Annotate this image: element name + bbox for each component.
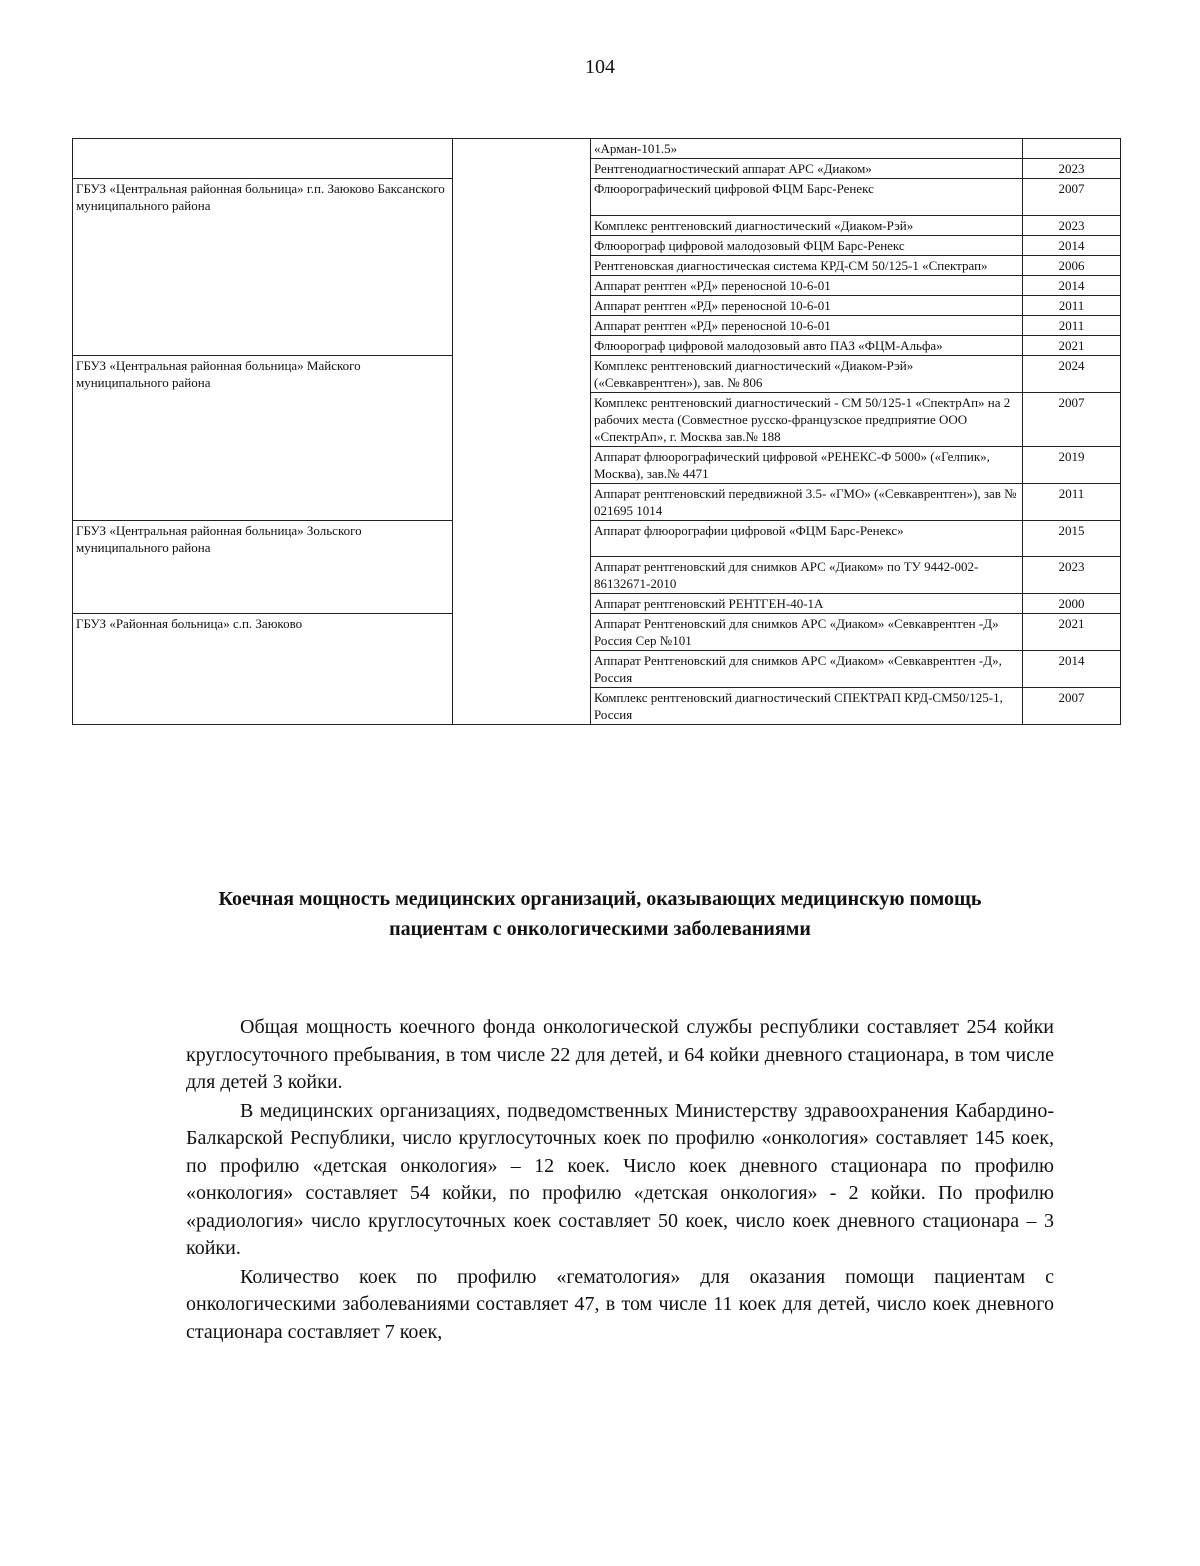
equipment-table bbox=[72, 138, 1121, 725]
table-row bbox=[73, 594, 1121, 614]
table-row bbox=[73, 235, 1121, 255]
org-cell bbox=[73, 215, 453, 235]
number-cell bbox=[453, 614, 591, 651]
device-cell: Аппарат рентгеновский РЕНТГЕН-40-1А bbox=[591, 594, 1023, 614]
org-cell bbox=[73, 139, 453, 159]
year-cell: 2015 bbox=[1023, 520, 1121, 557]
org-cell bbox=[73, 255, 453, 275]
org-cell: ГБУЗ «Районная больница» с.п. Заюково bbox=[73, 614, 453, 651]
org-cell: ГБУЗ «Центральная районная больница» Майского муниципального района bbox=[73, 355, 453, 392]
org-cell bbox=[73, 446, 453, 483]
year-cell: 2021 bbox=[1023, 614, 1121, 651]
org-cell bbox=[73, 392, 453, 446]
number-cell bbox=[453, 215, 591, 235]
org-cell bbox=[73, 315, 453, 335]
number-cell bbox=[453, 139, 591, 159]
year-cell: 2019 bbox=[1023, 446, 1121, 483]
year-cell: 2014 bbox=[1023, 651, 1121, 688]
number-cell bbox=[453, 335, 591, 355]
table-row bbox=[73, 315, 1121, 335]
year-cell: 2007 bbox=[1023, 179, 1121, 216]
year-cell: 2011 bbox=[1023, 483, 1121, 520]
table-row bbox=[73, 557, 1121, 594]
device-cell: Флюорографический цифровой ФЦМ Барс-Ренекс bbox=[591, 179, 1023, 216]
number-cell bbox=[453, 315, 591, 335]
device-cell: Рентгеновская диагностическая система КРД-СМ 50/125-1 «Спектрап» bbox=[591, 255, 1023, 275]
year-cell: 2007 bbox=[1023, 392, 1121, 446]
org-cell bbox=[73, 651, 453, 688]
number-cell bbox=[453, 355, 591, 392]
table-row bbox=[73, 651, 1121, 688]
org-cell bbox=[73, 235, 453, 255]
table-row bbox=[73, 215, 1121, 235]
year-cell: 2000 bbox=[1023, 594, 1121, 614]
number-cell bbox=[453, 688, 591, 725]
table-row bbox=[73, 355, 1121, 392]
device-cell: Рентгенодиагностический аппарат АРС «Диаком» bbox=[591, 159, 1023, 179]
number-cell bbox=[453, 520, 591, 557]
org-cell bbox=[73, 275, 453, 295]
year-cell: 2024 bbox=[1023, 355, 1121, 392]
equipment-table-body bbox=[73, 139, 1121, 725]
table-row bbox=[73, 614, 1121, 651]
org-cell bbox=[73, 594, 453, 614]
number-cell bbox=[453, 179, 591, 216]
org-cell: ГБУЗ «Центральная районная больница» г.п. Заюково Баксанского муниципального района bbox=[73, 179, 453, 216]
number-cell bbox=[453, 255, 591, 275]
device-cell: Комплекс рентгеновский диагностический - СМ 50/125-1 «СпектрАп» на 2 рабочих места (Совместное русско-французское предприятие ООО «СпектрАп», г. Москва зав.№ 188 bbox=[591, 392, 1023, 446]
year-cell: 2011 bbox=[1023, 295, 1121, 315]
org-cell: ГБУЗ «Центральная районная больница» Зольского муниципального района bbox=[73, 520, 453, 557]
org-cell bbox=[73, 483, 453, 520]
org-cell bbox=[73, 688, 453, 725]
paragraph: Общая мощность коечного фонда онкологической службы республики составляет 254 койки круглосуточного пребывания, в том числе 22 для детей, и 64 койки дневного стационара, в том числе для детей 3 койки. bbox=[186, 1016, 1054, 1093]
table-row bbox=[73, 139, 1121, 159]
device-cell: Аппарат рентген «РД» переносной 10-6-01 bbox=[591, 315, 1023, 335]
table-row bbox=[73, 392, 1121, 446]
table-row bbox=[73, 295, 1121, 315]
device-cell: Флюорограф цифровой малодозовый авто ПАЗ «ФЦМ-Альфа» bbox=[591, 335, 1023, 355]
device-cell: Аппарат рентгеновский для снимков АРС «Диаком» по ТУ 9442-002-86132671-2010 bbox=[591, 557, 1023, 594]
table-row bbox=[73, 335, 1121, 355]
table-row bbox=[73, 446, 1121, 483]
number-cell bbox=[453, 159, 591, 179]
table-row bbox=[73, 520, 1121, 557]
device-cell: Аппарат рентген «РД» переносной 10-6-01 bbox=[591, 275, 1023, 295]
number-cell bbox=[453, 275, 591, 295]
device-cell: Комплекс рентгеновский диагностический «Диаком-Рэй» bbox=[591, 215, 1023, 235]
table-row bbox=[73, 179, 1121, 216]
table-row bbox=[73, 275, 1121, 295]
table-row bbox=[73, 483, 1121, 520]
year-cell: 2023 bbox=[1023, 215, 1121, 235]
device-cell: Аппарат Рентгеновский для снимков АРС «Диаком» «Севкаврентген -Д», Россия bbox=[591, 651, 1023, 688]
number-cell bbox=[453, 392, 591, 446]
device-cell: Аппарат флюорографии цифровой «ФЦМ Барс-Ренекс» bbox=[591, 520, 1023, 557]
device-cell: Комплекс рентгеновский диагностический СПЕКТРАП КРД-СМ50/125-1, Россия bbox=[591, 688, 1023, 725]
table-row bbox=[73, 255, 1121, 275]
device-cell: Комплекс рентгеновский диагностический «Диаком-Рэй» («Севкаврентген»), зав. № 806 bbox=[591, 355, 1023, 392]
page-number: 104 bbox=[585, 56, 615, 78]
year-cell: 2014 bbox=[1023, 275, 1121, 295]
table-row bbox=[73, 159, 1121, 179]
number-cell bbox=[453, 651, 591, 688]
year-cell: 2021 bbox=[1023, 335, 1121, 355]
device-cell: Аппарат рентгеновский передвижной 3.5- «ГМО» («Севкаврентген»), зав № 021695 1014 bbox=[591, 483, 1023, 520]
year-cell: 2023 bbox=[1023, 557, 1121, 594]
year-cell bbox=[1023, 139, 1121, 159]
org-cell bbox=[73, 335, 453, 355]
year-cell: 2011 bbox=[1023, 315, 1121, 335]
table-row bbox=[73, 688, 1121, 725]
number-cell bbox=[453, 483, 591, 520]
year-cell: 2014 bbox=[1023, 235, 1121, 255]
device-cell: Аппарат рентген «РД» переносной 10-6-01 bbox=[591, 295, 1023, 315]
year-cell: 2023 bbox=[1023, 159, 1121, 179]
section-title: Коечная мощность медицинских организаций, оказывающих медицинскую помощь пациентам с онкологическими заболеваниями bbox=[218, 888, 982, 940]
org-cell bbox=[73, 557, 453, 594]
year-cell: 2006 bbox=[1023, 255, 1121, 275]
number-cell bbox=[453, 594, 591, 614]
org-cell bbox=[73, 295, 453, 315]
paragraph: Количество коек по профилю «гематология» для оказания помощи пациентам с онкологическими заболеваниями составляет 47, в том числе 11 коек для детей, число коек дневного стационара составляет 7 коек, bbox=[186, 1265, 1054, 1343]
device-cell: «Арман-101.5» bbox=[591, 139, 1023, 159]
paragraph: В медицинских организациях, подведомственных Министерству здравоохранения Кабардино-Балкарской Республики, число круглосуточных коек по профилю «онкология» составляет 145 коек, по профилю «детская онкология» – 12 коек. Число коек дневного стационара по профилю «онкология» составляет 54 койки, по профилю «детская онкология» - 2 койки. По профилю «радиология» число круглосуточных коек составляет 50 коек, число коек дневного стационара – 3 койки. bbox=[186, 1099, 1054, 1259]
number-cell bbox=[453, 557, 591, 594]
device-cell: Аппарат флюорографический цифровой «РЕНЕКС-Ф 5000» («Гелпик», Москва), зав.№ 4471 bbox=[591, 446, 1023, 483]
device-cell: Флюорограф цифровой малодозовый ФЦМ Барс-Ренекс bbox=[591, 235, 1023, 255]
year-cell: 2007 bbox=[1023, 688, 1121, 725]
number-cell bbox=[453, 446, 591, 483]
number-cell bbox=[453, 235, 591, 255]
device-cell: Аппарат Рентгеновский для снимков АРС «Диаком» «Севкаврентген -Д» Россия Сер №101 bbox=[591, 614, 1023, 651]
body-text bbox=[186, 1014, 1054, 1346]
number-cell bbox=[453, 295, 591, 315]
org-cell bbox=[73, 159, 453, 179]
